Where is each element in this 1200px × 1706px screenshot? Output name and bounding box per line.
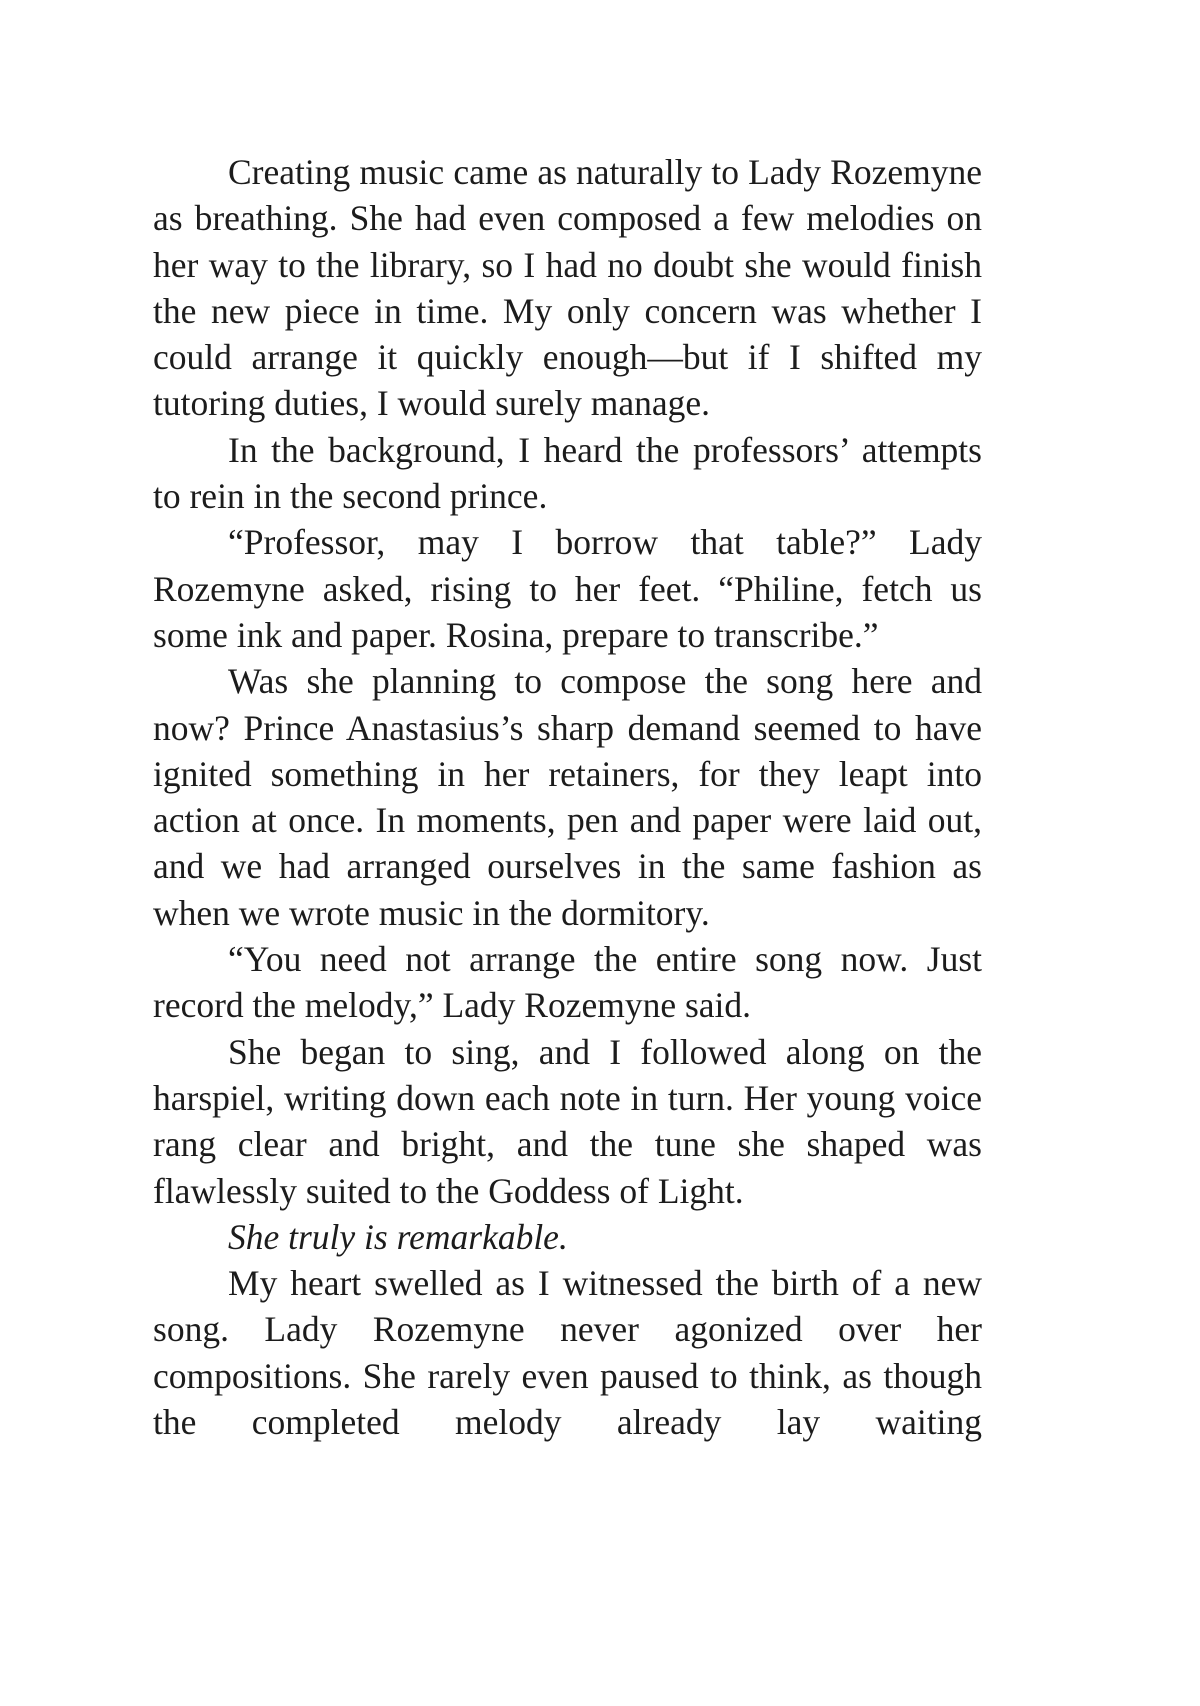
paragraph-1: Creating music came as naturally to Lady Rozemyne as breathing. She had even composed a few melodies on her way to the library, so I had no doubt she would finish the new piece in time. My only concern was whether I could arrange it quickly enough—but if I shifted my tutoring duties, I would surely manage. <box>153 152 982 424</box>
paragraph-3: “Professor, may I borrow that table?” Lady Rozemyne asked, rising to her feet. “Philine, fetch us some ink and paper. Rosina, prepare to transcribe.” <box>153 522 982 655</box>
paragraph-7-inner-thought: She truly is remarkable. <box>228 1216 568 1257</box>
paragraph-8: My heart swelled as I witnessed the birth of a new song. Lady Rozemyne never agonized over her compositions. She rarely even paused to think, as though the completed melody already lay waiting <box>153 1263 982 1443</box>
paragraph-4: Was she planning to compose the song here and now? Prince Anastasius’s sharp demand seemed to have ignited something in her retainers, for they leapt into action at once. In moments, pen and paper were laid out, and we had arranged ourselves in the same fashion as when we wrote music in the dormitory. <box>153 661 982 933</box>
paragraph-5: “You need not arrange the entire song now. Just record the melody,” Lady Rozemyne said. <box>153 939 982 1026</box>
paragraph-6: She began to sing, and I followed along on the harspiel, writing down each note in turn. Her young voice rang clear and bright, and the tune she shaped was flawlessly suited to the Goddess of Light. <box>153 1031 982 1211</box>
page-body-text <box>153 149 982 1445</box>
paragraph-2: In the background, I heard the professors’ attempts to rein in the second prince. <box>153 429 982 517</box>
